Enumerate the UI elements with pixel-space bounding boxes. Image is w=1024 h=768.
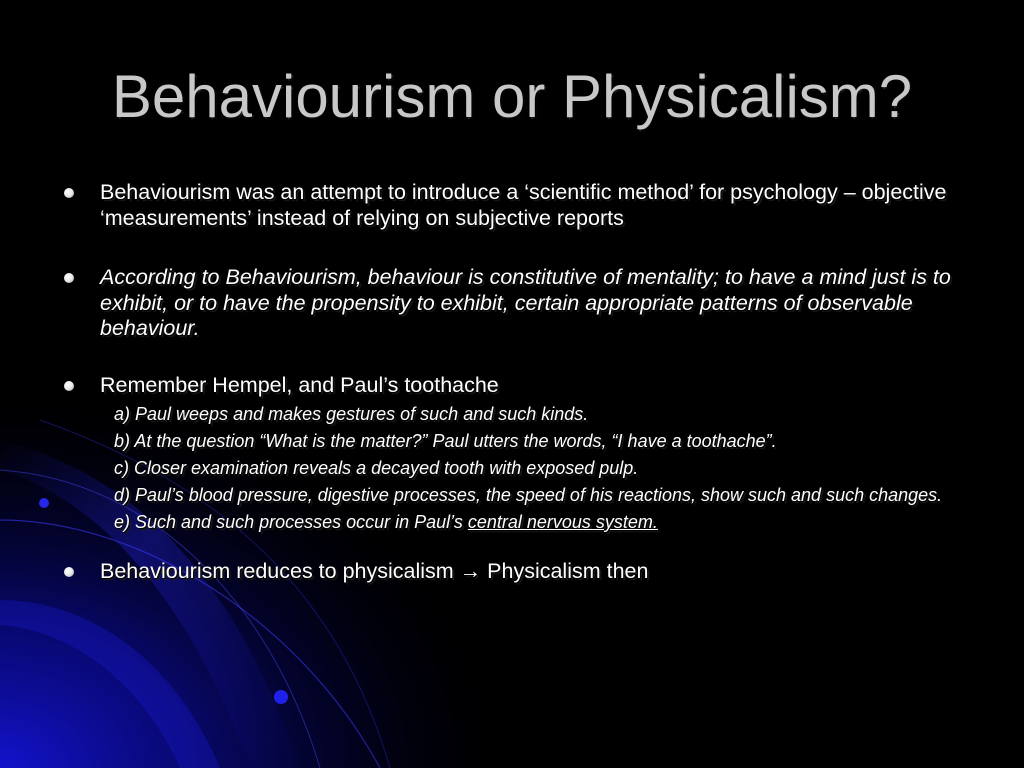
sub-item-a: a) Paul weeps and makes gestures of such and such kinds. bbox=[114, 404, 589, 424]
bullet-text: Behaviourism reduces to physicalism → Physicalism then bbox=[100, 559, 649, 583]
slide-content bbox=[62, 180, 982, 585]
bullet-item-reduces-to-physicalism bbox=[62, 559, 982, 585]
sub-item-e-text: e) Such and such processes occur in Paul’s bbox=[114, 512, 468, 532]
bullet-item-hempel-toothache bbox=[62, 373, 982, 399]
sub-item-list bbox=[62, 404, 982, 533]
bullet-text: According to Behaviourism, behaviour is constitutive of mentality; to have a mind just is to exhibit, or to have the propensity to exhibit, certain appropriate patterns of observable behaviour. bbox=[100, 265, 951, 340]
bullet-item-scientific-method bbox=[62, 180, 982, 231]
bullet-dot-icon bbox=[64, 188, 74, 198]
bullet-dot-icon bbox=[64, 381, 74, 391]
sub-item-b: b) At the question “What is the matter?” Paul utters the words, “I have a toothache”. bbox=[114, 431, 777, 451]
central-nervous-system-underlined: central nervous system. bbox=[467, 512, 658, 532]
sub-item-e bbox=[114, 512, 982, 533]
bullet-dot-icon bbox=[64, 273, 74, 283]
bullet-dot-icon bbox=[64, 567, 74, 577]
bullet-text: Remember Hempel, and Paul’s toothache bbox=[100, 372, 499, 397]
slide-title: Behaviourism or Physicalism? bbox=[111, 63, 913, 130]
bullet-item-behaviourism-definition bbox=[62, 265, 982, 342]
bullet-text: Behaviourism was an attempt to introduce a ‘scientific method’ for psychology – objective ‘measurements’ instead of relying on subjective reports bbox=[100, 180, 947, 230]
sub-item-c: c) Closer examination reveals a decayed tooth with exposed pulp. bbox=[114, 458, 639, 478]
sub-item-d: d) Paul’s blood pressure, digestive processes, the speed of his reactions, show such and such changes. bbox=[114, 485, 943, 505]
